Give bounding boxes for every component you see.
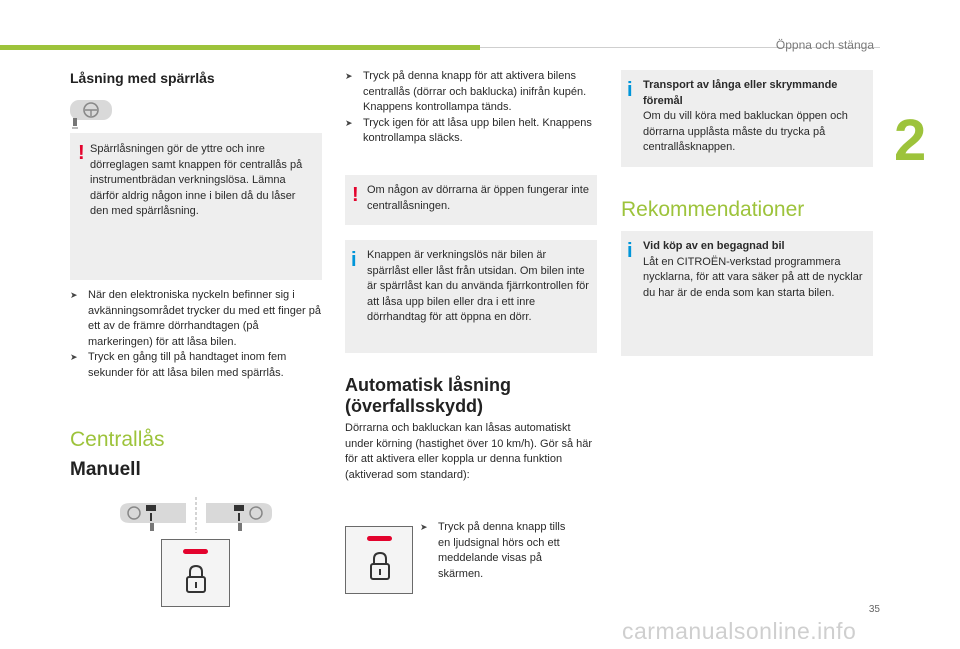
subsection-title-manuell: Manuell	[70, 459, 141, 480]
list-item: ➤ Tryck igen för att låsa upp bilen helt. Knappens kontrollampa släcks.	[345, 116, 592, 144]
list-item: ➤ Tryck på denna knapp tills en ljudsignal hörs och ett meddelande visas på skärmen.	[420, 521, 566, 580]
arrow-icon: ➤	[70, 290, 78, 300]
bullet-list-auto	[420, 520, 580, 582]
info-icon: i	[627, 79, 633, 101]
info-note-begagnad	[621, 231, 873, 356]
central-lock-button-illustration-2	[345, 526, 413, 594]
watermark: carmanualsonline.info	[622, 618, 857, 644]
header-green-bar	[0, 45, 480, 50]
list-item: ➤ Tryck en gång till på handtaget inom fem sekunder för att låsa bilen med spärrlås.	[70, 351, 287, 379]
info-note-transport	[621, 70, 873, 167]
arrow-icon: ➤	[70, 352, 78, 362]
lock-icon	[185, 564, 207, 599]
list-item: ➤ När den elektroniska nyckeln befinner sig i avkänningsområdet trycker du med ett finger på ett av de främre dörrhandtagen (på markeringen) för att låsa bilen.	[70, 289, 321, 348]
warning-icon: !	[352, 184, 359, 206]
info-note-text: Låt en CITROËN-verkstad programmera nycklarna, för att vara säker på att de nycklar du har är de enda som kan starta bilen.	[643, 255, 863, 299]
page-number: 35	[868, 604, 880, 615]
info-note-text: Knappen är verkningslös när bilen är spärrlåst eller låst från utsidan. Om bilen inte är spärrlåst kan du använda fjärrkontrollen för att låsa upp bilen eller dra i ett inre dörrhandtag för att öppna en dörr.	[367, 249, 589, 323]
warning-icon: !	[78, 142, 85, 164]
warning-note-centrallås	[345, 175, 597, 225]
auto-lock-text: Dörrarna och bakluckan kan låsas automatiskt under körning (hastighet över 10 km/h). Gör så här för att aktivera eller koppla ur denna funktion (aktiverad som standard):	[345, 422, 593, 481]
section-title-centrallås: Centrallås	[70, 428, 165, 451]
arrow-icon: ➤	[345, 117, 353, 128]
heading-spärrlås: Låsning med spärrlås	[70, 70, 215, 86]
dashboard-pictogram	[116, 495, 276, 535]
info-note-title: Transport av långa eller skrymmande föremål	[643, 79, 838, 107]
indicator-lamp	[367, 536, 392, 541]
handle-pictogram	[70, 98, 110, 130]
auto-lock-title: Automatisk låsning (överfallsskydd)	[345, 375, 512, 416]
arrow-icon: ➤	[420, 522, 428, 532]
info-icon: i	[351, 249, 357, 271]
central-lock-button-illustration	[161, 539, 230, 607]
warning-note-text: Spärrlåsningen gör de yttre och inre dörreglagen samt knappen för centrallås på instrumentbrädan verkningslösa. Lämna därför aldrig någon inne i bilen då du låser den med spärrlåsning.	[90, 143, 303, 217]
info-note-transport-content	[643, 78, 867, 156]
info-note-text: Om du vill köra med bakluckan öppen och dörrarna upplåsta måste du trycka på centrallåsknappen.	[643, 110, 848, 153]
section-title-rekommendationer: Rekommendationer	[621, 198, 805, 221]
info-note-title: Vid köp av en begagnad bil	[643, 240, 785, 252]
bullet-list-col1	[70, 288, 322, 381]
warning-note-text: Om någon av dörrarna är öppen fungerar inte centrallåsningen.	[367, 184, 589, 212]
chapter-number: 2	[894, 108, 927, 173]
lock-icon	[369, 551, 391, 586]
info-icon: i	[627, 240, 633, 262]
indicator-lamp	[183, 549, 208, 554]
bullet-list-col2	[345, 69, 597, 147]
warning-note-spärrlås	[70, 133, 322, 280]
arrow-icon: ➤	[345, 71, 353, 81]
info-note-begagnad-content	[643, 239, 867, 301]
list-item: ➤ Tryck på denna knapp för att aktivera bilens centrallås (dörrar och baklucka) inifrån kupén. Knappens kontrollampa tänds.	[345, 70, 587, 113]
info-note-knappen	[345, 240, 597, 353]
chapter-title: Öppna och stänga	[775, 38, 874, 52]
